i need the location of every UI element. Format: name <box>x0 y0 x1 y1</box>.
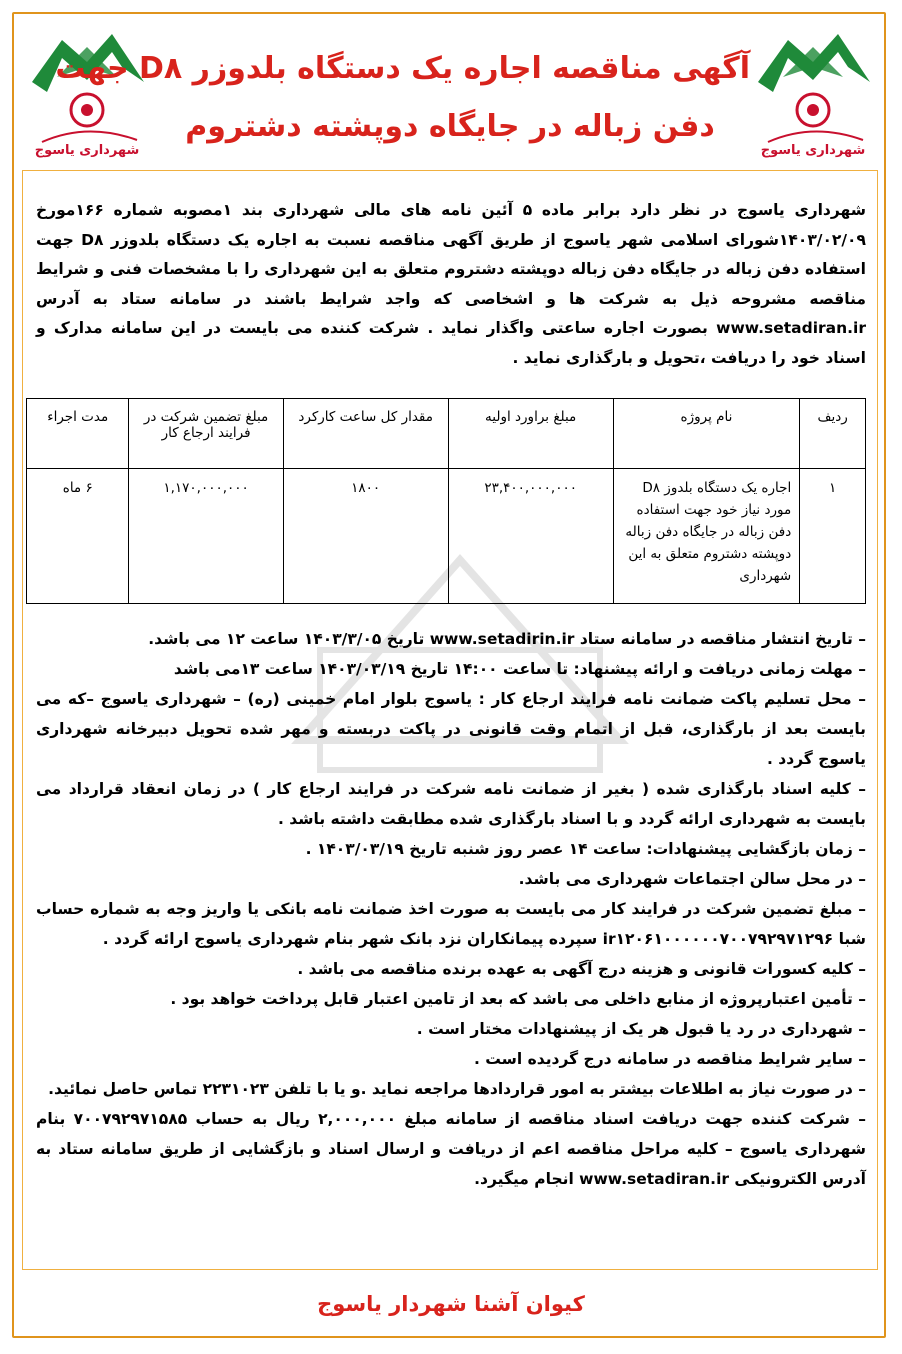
list-item: – تأمین اعتبارپروژه از منابع داخلی می باشد که بعد از تامین اعتبار قابل پرداخت خواهد بود . <box>170 990 866 1008</box>
title-line-1: آگهی مناقصه اجاره یک دستگاه بلدوزر D۸ جهت <box>55 51 750 86</box>
conditions-list <box>36 624 866 1194</box>
list-item: – مهلت زمانی دریافت و ارائه پیشنهاد: تا ساعت ۱۴:۰۰ تاریخ ۱۴۰۳/۰۳/۱۹ ساعت ۱۳می باشد <box>173 660 866 678</box>
cell-row-number: ۱ <box>800 469 866 604</box>
list-item: – شهرداری در رد یا قبول هر یک از پیشنهادات مختار است . <box>416 1020 866 1038</box>
city-logo-right <box>748 22 878 162</box>
th-total-hours: مقدار کل ساعت کارکرد <box>283 399 448 469</box>
table-row <box>27 469 866 604</box>
mayor-signature: کیوان آشنا شهردار یاسوج <box>317 1292 585 1316</box>
list-item: – سایر شرایط مناقصه در سامانه درج گردیده است . <box>473 1050 866 1068</box>
list-item: – تاریخ انتشار مناقصه در سامانه ستاد www.setadirin.ir تاریخ ۱۴۰۳/۳/۰۵ ساعت ۱۲ می باشد. <box>148 630 866 648</box>
list-item: – شرکت کننده جهت دریافت اسناد مناقصه از سامانه مبلغ ۲,۰۰۰,۰۰۰ ریال به حساب ۷۰۰۷۹۲۹۷۱۵۸۵ بنام شهرداری یاسوج – کلیه مراحل مناقصه اعم از دریافت و ارسال اسناد و بازگشایی از طریق سامانه ستاد به آدرس الکترونیکی www.setadiran.ir انجام میگیرد. <box>36 1110 866 1188</box>
intro-paragraph <box>36 196 866 373</box>
logo-text-right: شهرداری یاسوج <box>760 143 866 158</box>
cell-initial-estimate: ۲۳,۴۰۰,۰۰۰,۰۰۰ <box>448 469 613 604</box>
table-header-row <box>27 399 866 469</box>
th-initial-estimate: مبلغ براورد اولیه <box>448 399 613 469</box>
list-item: – کلیه کسورات قانونی و هزینه درج آگهی به عهده برنده مناقصه می باشد . <box>297 960 866 978</box>
tender-table <box>26 398 866 604</box>
list-item: – مبلغ تضمین شرکت در فرایند کار می بایست به صورت اخذ ضمانت نامه بانکی یا واریز وجه به شماره حساب شبا ir۱۲۰۶۱۰۰۰۰۰۰۷۰۰۷۹۲۹۷۱۲۹۶ سپرده پیمانکاران نزد بانک شهر بنام شهرداری یاسوج ارائه گردد . <box>36 900 866 948</box>
cell-guarantee-amount: ۱,۱۷۰,۰۰۰,۰۰۰ <box>129 469 283 604</box>
list-item: – محل تسلیم پاکت ضمانت نامه فرایند ارجاع کار : یاسوج بلوار امام خمینی (ره) – شهرداری یاسوج –که می بایست بعد از بارگذاری، قبل از اتمام وقت قانونی در پاکت دربسته و مهر شده تحویل دبیرخانه شهرداری یاسوج گردد . <box>36 690 866 768</box>
list-item: – در صورت نیاز به اطلاعات بیشتر به امور قراردادها مراجعه نماید .و یا با تلفن ۲۲۳۱۰۲۳ تماس حاصل نمائید. <box>48 1080 866 1098</box>
list-item: – در محل سالن اجتماعات شهرداری می باشد. <box>518 870 866 888</box>
list-item: – کلیه اسناد بارگذاری شده ( بغیر از ضمانت نامه شرکت در فرایند ارجاع کار ) در زمان انعقاد قرارداد می بایست به شهرداری ارائه گردد و با اسناد بارگذاری شده مطابقت داشته باشد . <box>36 780 866 828</box>
list-item: – زمان بازگشایی پیشنهادات: ساعت ۱۴ عصر روز شنبه تاریخ ۱۴۰۳/۰۳/۱۹ . <box>305 840 866 858</box>
title-line-2: دفن زباله در جایگاه دوپشته دشتروم <box>185 109 715 144</box>
th-duration: مدت اجراء <box>27 399 129 469</box>
cell-total-hours: ۱۸۰۰ <box>283 469 448 604</box>
th-project-name: نام پروژه <box>613 399 800 469</box>
cell-project-name: اجاره یک دستگاه بلدوز D۸ مورد نیاز خود جهت استفاده دفن زباله در جایگاه دفن زباله دوپشته دشتروم متعلق به این شهرداری <box>613 469 800 604</box>
logo-text-left: شهرداری یاسوج <box>34 143 140 158</box>
cell-duration: ۶ ماه <box>27 469 129 604</box>
th-guarantee-amount: مبلغ تضمین شرکت در فرایند ارجاع کار <box>129 399 283 469</box>
th-row-number: ردیف <box>800 399 866 469</box>
intro-text: شهرداری یاسوج در نظر دارد برابر ماده ۵ آئین نامه های مالی شهرداری بند ۱مصوبه شماره ۱۶۶مورخ ۱۴۰۳/۰۲/۰۹شورای اسلامی شهر یاسوج از طریق آگهی مناقصه نسبت به اجاره یک دستگاه بلدوزر D۸ جهت استفاده دفن زباله در جایگاه دفن زباله دوپشته دشتروم متعلق به این شهرداری را با مشخصات فنی و شرایط مناقصه مشروحه ذیل به شرکت ها و اشخاصی که واجد شرایط باشند در سامانه ستاد به آدرس www.setadiran.ir بصورت اجاره ساعتی واگذار نماید . شرکت کننده می بایست در این سامانه مدارک و اسناد خود را دریافت ،تحویل و بارگذاری نماید . <box>36 201 866 367</box>
